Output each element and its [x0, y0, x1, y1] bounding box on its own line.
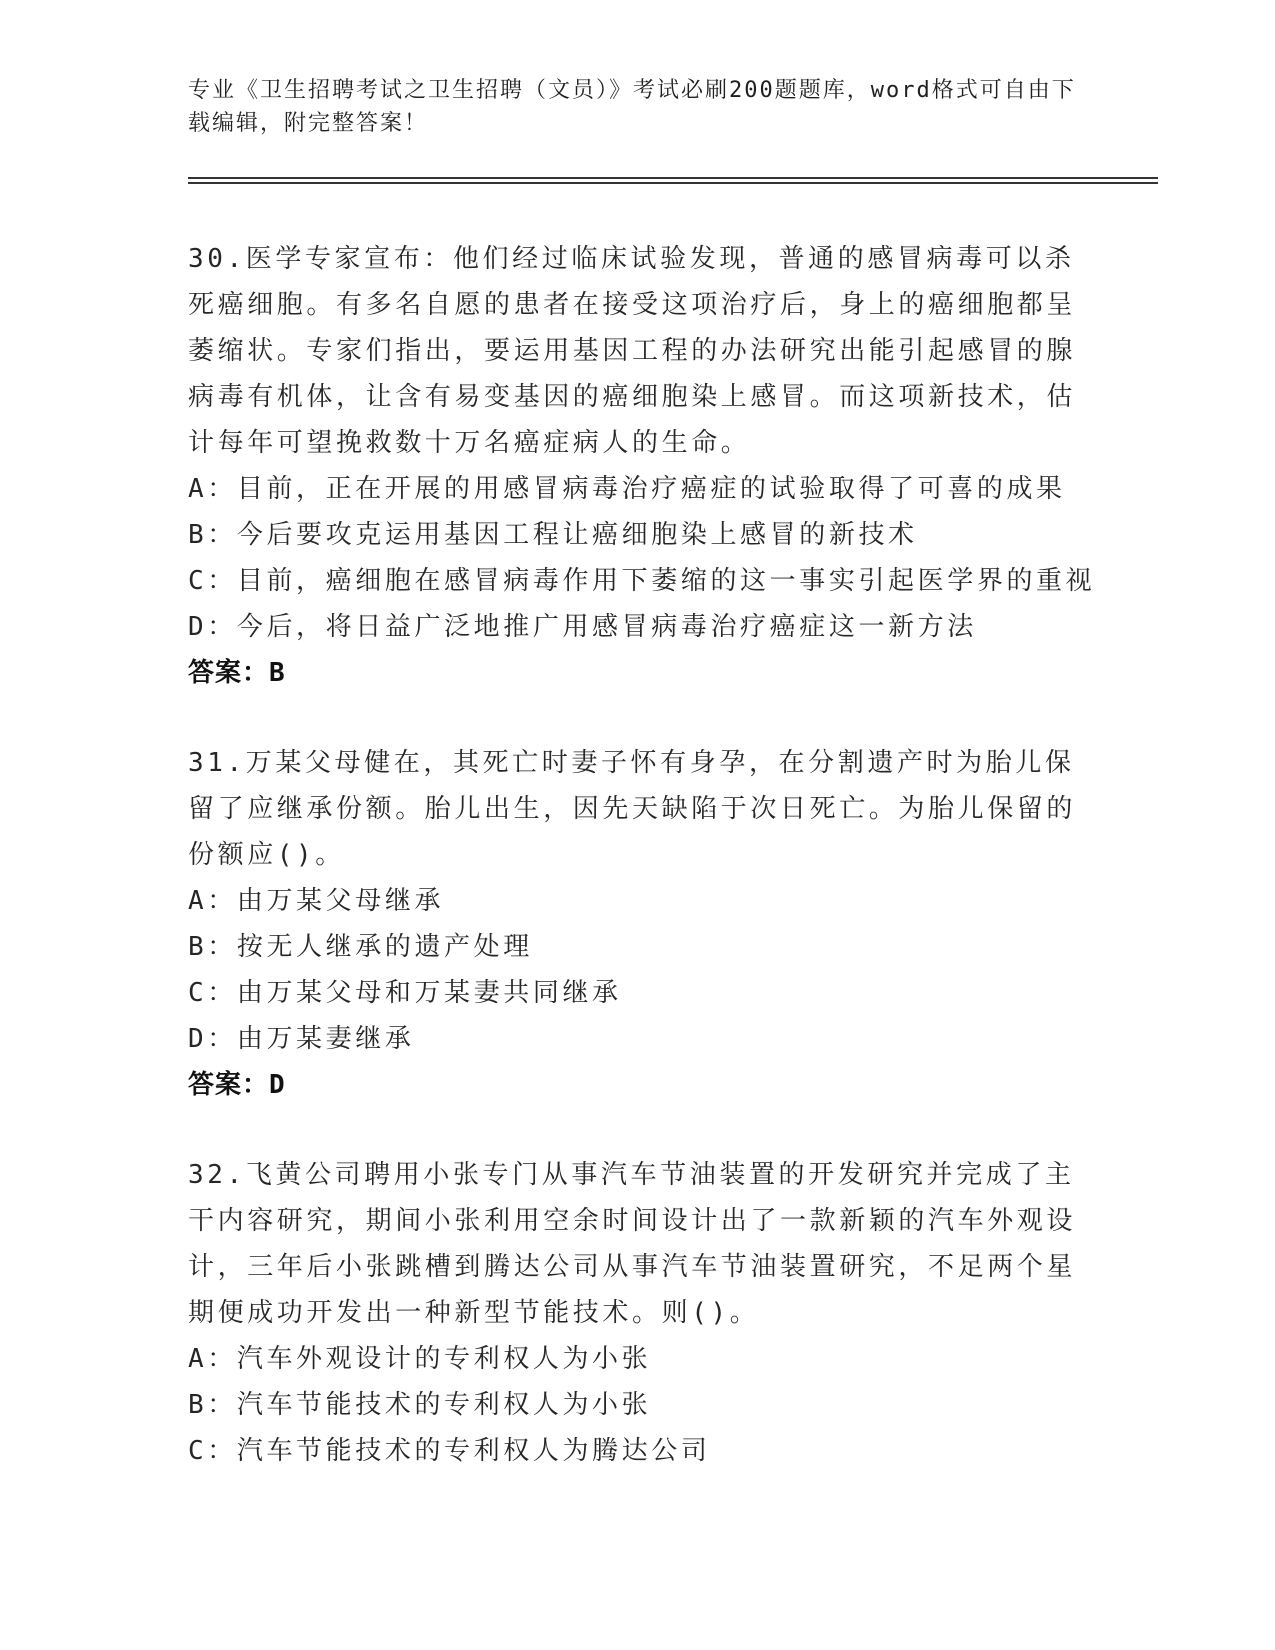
option-d: D：今后，将日益广泛地推广用感冒病毒治疗癌症这一新方法 [188, 612, 977, 642]
question-text: 30.医学专家宣布：他们经过临床试验发现，普通的感冒病毒可以杀死癌细胞。有多名自愿的患者在接受这项治疗后，身上的癌细胞都呈萎缩状。专家们指出，要运用基因工程的办法研究出能引起感冒的腺病毒有机体，让含有易变基因的癌细胞染上感冒。而这项新技术，估计每年可望挽救数十万名癌症病人的生命。 [188, 244, 1077, 458]
header-divider-bottom [188, 182, 1158, 184]
option-b: B：按无人继承的遗产处理 [188, 932, 533, 962]
question-text: 31.万某父母健在，其死亡时妻子怀有身孕，在分割遗产时为胎儿保留了应继承份额。胎儿出生，因先天缺陷于次日死亡。为胎儿保留的份额应()。 [188, 748, 1077, 870]
document-header: 专业《卫生招聘考试之卫生招聘（文员）》考试必刷200题题库，word格式可自由下载编辑，附完整答案！ [188, 78, 1076, 136]
question-31 [188, 740, 1088, 1108]
answer: 答案：B [188, 658, 286, 688]
option-c: C：汽车节能技术的专利权人为腾达公司 [188, 1436, 711, 1466]
answer: 答案：D [188, 1070, 286, 1100]
option-d: D：由万某妻继承 [188, 1024, 415, 1054]
option-a: A：汽车外观设计的专利权人为小张 [188, 1344, 652, 1374]
option-a: A：由万某父母继承 [188, 886, 445, 916]
header-divider-top [188, 177, 1158, 179]
option-b: B：今后要攻克运用基因工程让癌细胞染上感冒的新技术 [188, 520, 918, 550]
option-c: C：由万某父母和万某妻共同继承 [188, 978, 622, 1008]
question-text: 32.飞黄公司聘用小张专门从事汽车节油装置的开发研究并完成了主干内容研究，期间小张利用空余时间设计出了一款新颖的汽车外观设计，三年后小张跳槽到腾达公司从事汽车节油装置研究，不足两个星期便成功开发出一种新型节能技术。则()。 [188, 1160, 1077, 1328]
question-32 [188, 1152, 1088, 1474]
option-b: B：汽车节能技术的专利权人为小张 [188, 1390, 652, 1420]
question-30 [188, 236, 1096, 696]
option-c: C：目前，癌细胞在感冒病毒作用下萎缩的这一事实引起医学界的重视 [188, 566, 1096, 596]
option-a: A：目前，正在开展的用感冒病毒治疗癌症的试验取得了可喜的成果 [188, 474, 1066, 504]
question-list [188, 236, 1096, 1518]
